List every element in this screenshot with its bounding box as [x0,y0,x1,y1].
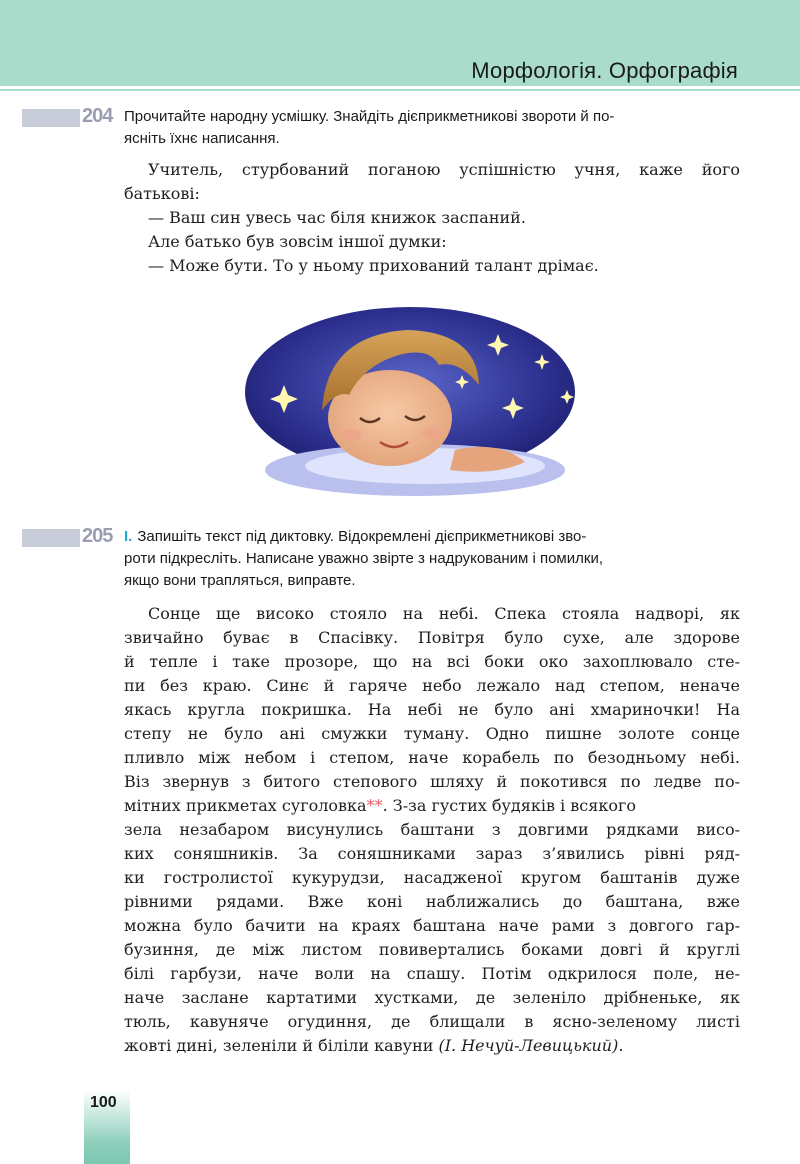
cheek [342,429,362,441]
text-fragment: жовті дині, зеленіли й біліли кавуни [124,1036,439,1055]
text-fragment: . [618,1036,624,1055]
text-line: Але батько був зовсім іншої думки: [148,232,447,251]
exercise-text [124,158,740,278]
exercise-task [124,106,740,150]
text-line: батькові: [124,184,200,203]
exercise-number-bar [22,529,80,547]
exercise-number-bar [22,109,80,127]
text-fragment: . З-за густих будяків і всякого [382,796,636,815]
text-line: звичайно буває в Спасівку. Повітря було сухе, але здорове [124,628,740,647]
text-fragment: мітних прикметах суголовка [124,796,367,815]
task-line: якщо вони трапляться, виправте. [124,572,356,589]
sleeping-boy-illustration [240,300,580,500]
author-attribution: (І. Нечуй-Левицький) [438,1036,619,1055]
page-header-title: Морфологія. Орфографія [471,58,738,83]
text-line: ких соняшників. За соняшниками зараз з’явились рівні ряд- [124,844,740,863]
text-line: ки гостролистої кукурудзи, насадженої кругом баштанів дуже [124,868,740,887]
task-line: ясніть їхнє написання. [124,130,280,147]
text-line: якась кругла покришка. На небі не було ані хмариночки! На [124,700,740,719]
text-line: степу не було ані смужки туману. Одно пишне золоте сонце [124,724,740,743]
exercise-number: 204 [82,105,113,127]
exercise-number: 205 [82,525,113,547]
text-line: — Ваш син увесь час біля книжок заспаний. [148,208,526,227]
footnote-asterisks: ** [366,796,383,815]
text-line: пи без краю. Синє й гаряче небо лежало над степом, неначе [124,676,740,695]
text-line [124,1034,740,1058]
text-line: білі гарбузи, наче воли на спашу. Потім одкрилося поле, не- [124,964,740,983]
text-line: Сонце ще високо стояло на небі. Спека стояла надворі, як [148,604,740,623]
text-line: рівними рядами. Вже коні наближались до баштана, вже [124,892,740,911]
cheek [422,427,442,439]
text-line: пливло між небом і степом, наче корабель по безодньому небі. [124,748,740,767]
text-line: можна було бачити на краях баштана наче рами з довгого гар- [124,916,740,935]
text-line [124,794,740,818]
task-line: роти підкресліть. Написане уважно звірте з надрукованим і помилки, [124,550,603,567]
text-line: зела незабаром висунулись баштани з довгими рядками висо- [124,820,740,839]
task-line [124,526,740,548]
task-marker: I. [124,528,133,545]
text-line: й тепле і таке прозоре, що на всі боки око захоплювало сте- [124,652,740,671]
text-line: бузиння, де між листом повивертались боками довгі й круглі [124,940,740,959]
page-number: 100 [90,1094,117,1111]
text-line: тюль, кавуняче огудиння, де блищали в ясно-зеленому листі [124,1012,740,1031]
exercise-task [124,526,740,592]
task-line: Прочитайте народну усмішку. Знайдіть дієприкметникові звороти й по- [124,108,615,125]
text-line: Учитель, стурбований поганою успішністю учня, каже його [148,160,740,179]
text-line: наче заслане картатими хустками, де зеленіло дрібненьке, як [124,988,740,1007]
exercise-text [124,602,740,1058]
text-line: — Може бути. То у ньому прихований талант дрімає. [148,256,599,275]
header-divider [0,89,800,91]
task-line-text: Запишіть текст під диктовку. Відокремлені дієприкметникові зво- [137,528,587,545]
text-line: Віз звернув з битого степового шляху й покотився по ледве по- [124,772,740,791]
